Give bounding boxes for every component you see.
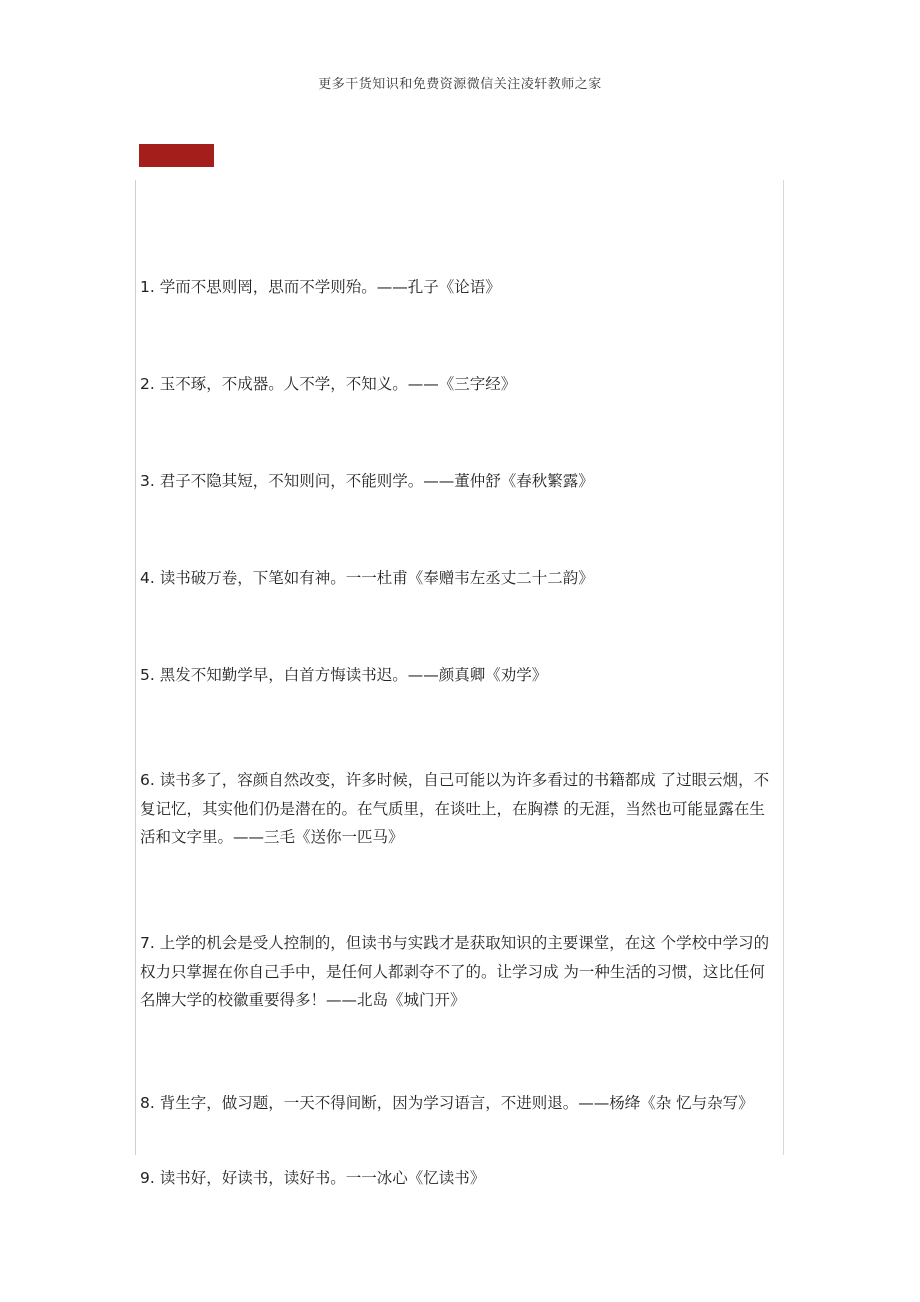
frame-right-border [783, 180, 784, 1155]
quote-item-3: 3. 君子不隐其短，不知则问，不能则学。——董仲舒《春秋繁露》 [140, 472, 594, 490]
frame-left-border [135, 180, 136, 1155]
quote-item-6: 6. 读书多了，容颜自然改变，许多时候，自己可能以为许多看过的书籍都成 了过眼云烟，不复记忆，其实他们仍是潜在的。在气质里，在谈吐上，在胸襟 的无涯，当然也可能显露在生活和文字里。——三毛《送你一匹马》 [140, 771, 770, 846]
quote-item-9: 9. 读书好，好读书，读好书。一一冰心《忆读书》 [140, 1169, 486, 1187]
page-header-text: 更多干货知识和免费资源微信关注凌轩教师之家 [318, 77, 602, 92]
quote-item-2: 2. 玉不琢，不成器。人不学，不知义。——《三字经》 [140, 375, 517, 393]
quote-item-4: 4. 读书破万卷，下笔如有神。一一杜甫《奉赠韦左丞丈二十二韵》 [140, 569, 594, 587]
quote-item-7: 7. 上学的机会是受人控制的，但读书与实践才是获取知识的主要课堂，在这 个学校中学习的权力只掌握在你自己手中，是任何人都剥夺不了的。让学习成 为一种生活的习惯，这比任何名牌大学的校徽重要得多！——北岛《城门开》 [140, 934, 770, 1009]
section-title-block [139, 144, 214, 167]
quote-item-5: 5. 黑发不知勤学早，白首方悔读书迟。——颜真卿《劝学》 [140, 666, 548, 684]
quote-item-8: 8. 背生字，做习题，一天不得间断，因为学习语言，不进则退。——杨绛《杂 忆与杂写》 [140, 1094, 754, 1112]
quote-item-1: 1. 学而不思则罔，思而不学则殆。——孔子《论语》 [140, 278, 501, 296]
